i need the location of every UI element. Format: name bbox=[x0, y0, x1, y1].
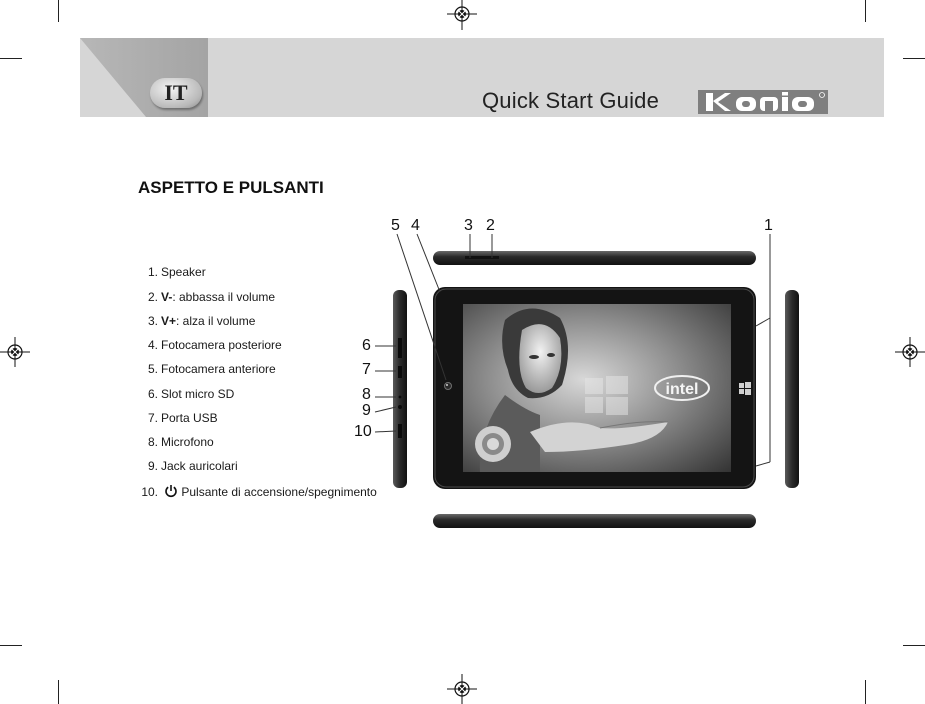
list-label: : alza il volume bbox=[176, 314, 256, 328]
list-number: 5. bbox=[147, 362, 158, 376]
list-label: Slot micro SD bbox=[161, 387, 235, 401]
list-label-key: V- bbox=[161, 290, 173, 304]
list-item bbox=[138, 459, 238, 473]
list-label: Pulsante di accensione/spegnimento bbox=[181, 485, 377, 499]
list-label: Fotocamera anteriore bbox=[161, 362, 276, 376]
list-item bbox=[138, 265, 206, 279]
device-diagram bbox=[330, 230, 810, 535]
list-label: Speaker bbox=[161, 265, 206, 279]
intel-label: intel bbox=[665, 381, 699, 398]
list-label-key: V+ bbox=[161, 314, 177, 328]
list-number: 8. bbox=[147, 435, 158, 449]
list-number: 1. bbox=[147, 265, 158, 279]
callout-number: 8 bbox=[362, 386, 371, 403]
registration-mark-icon bbox=[0, 337, 30, 367]
crop-mark bbox=[865, 0, 866, 22]
callout-number: 10 bbox=[354, 423, 372, 440]
list-item bbox=[138, 411, 218, 425]
tablet-bottom-edge bbox=[433, 514, 756, 528]
crop-mark bbox=[58, 0, 59, 22]
callout-number: 5 bbox=[391, 217, 400, 234]
tablet-right-side bbox=[785, 290, 799, 488]
callout-number: 1 bbox=[764, 217, 773, 234]
registration-mark-icon bbox=[895, 337, 925, 367]
list-label: Fotocamera posteriore bbox=[161, 338, 282, 352]
list-number: 9. bbox=[147, 459, 158, 473]
tablet-front bbox=[433, 287, 756, 489]
list-number: 10. bbox=[141, 485, 158, 499]
list-number: 7. bbox=[147, 411, 158, 425]
registration-mark-icon bbox=[447, 0, 477, 30]
callout-number: 9 bbox=[362, 402, 371, 419]
callout-number: 6 bbox=[362, 337, 371, 354]
list-number: 4. bbox=[147, 338, 158, 352]
guide-title: Quick Start Guide bbox=[482, 88, 660, 113]
registration-mark-icon bbox=[447, 674, 477, 704]
list-item bbox=[138, 314, 255, 328]
list-number: 6. bbox=[147, 387, 158, 401]
crop-mark bbox=[903, 645, 925, 646]
tablet-left-side bbox=[393, 290, 407, 488]
list-label: : abbassa il volume bbox=[172, 290, 276, 304]
list-label: Porta USB bbox=[161, 411, 218, 425]
power-icon bbox=[164, 484, 178, 498]
list-item bbox=[138, 338, 282, 352]
callout-number: 3 bbox=[464, 217, 473, 234]
list-item bbox=[138, 435, 214, 449]
callout-number: 4 bbox=[411, 217, 420, 234]
list-number: 2. bbox=[147, 290, 158, 304]
language-badge: IT bbox=[150, 78, 202, 108]
crop-mark bbox=[865, 680, 866, 704]
list-item bbox=[138, 290, 275, 304]
camera-icon bbox=[445, 383, 452, 390]
callout-number: 7 bbox=[362, 361, 371, 378]
section-title: ASPETTO E PULSANTI bbox=[138, 178, 324, 197]
callout-number: 2 bbox=[486, 217, 495, 234]
list-item bbox=[138, 362, 276, 376]
crop-mark bbox=[0, 645, 22, 646]
list-item bbox=[138, 387, 234, 401]
crop-mark bbox=[0, 58, 22, 59]
crop-mark bbox=[903, 58, 925, 59]
list-number: 3. bbox=[147, 314, 158, 328]
list-label: Microfono bbox=[161, 435, 214, 449]
list-label: Jack auricolari bbox=[161, 459, 238, 473]
crop-mark bbox=[58, 680, 59, 704]
brand-logo bbox=[698, 88, 828, 116]
tablet-top-edge bbox=[433, 251, 756, 265]
